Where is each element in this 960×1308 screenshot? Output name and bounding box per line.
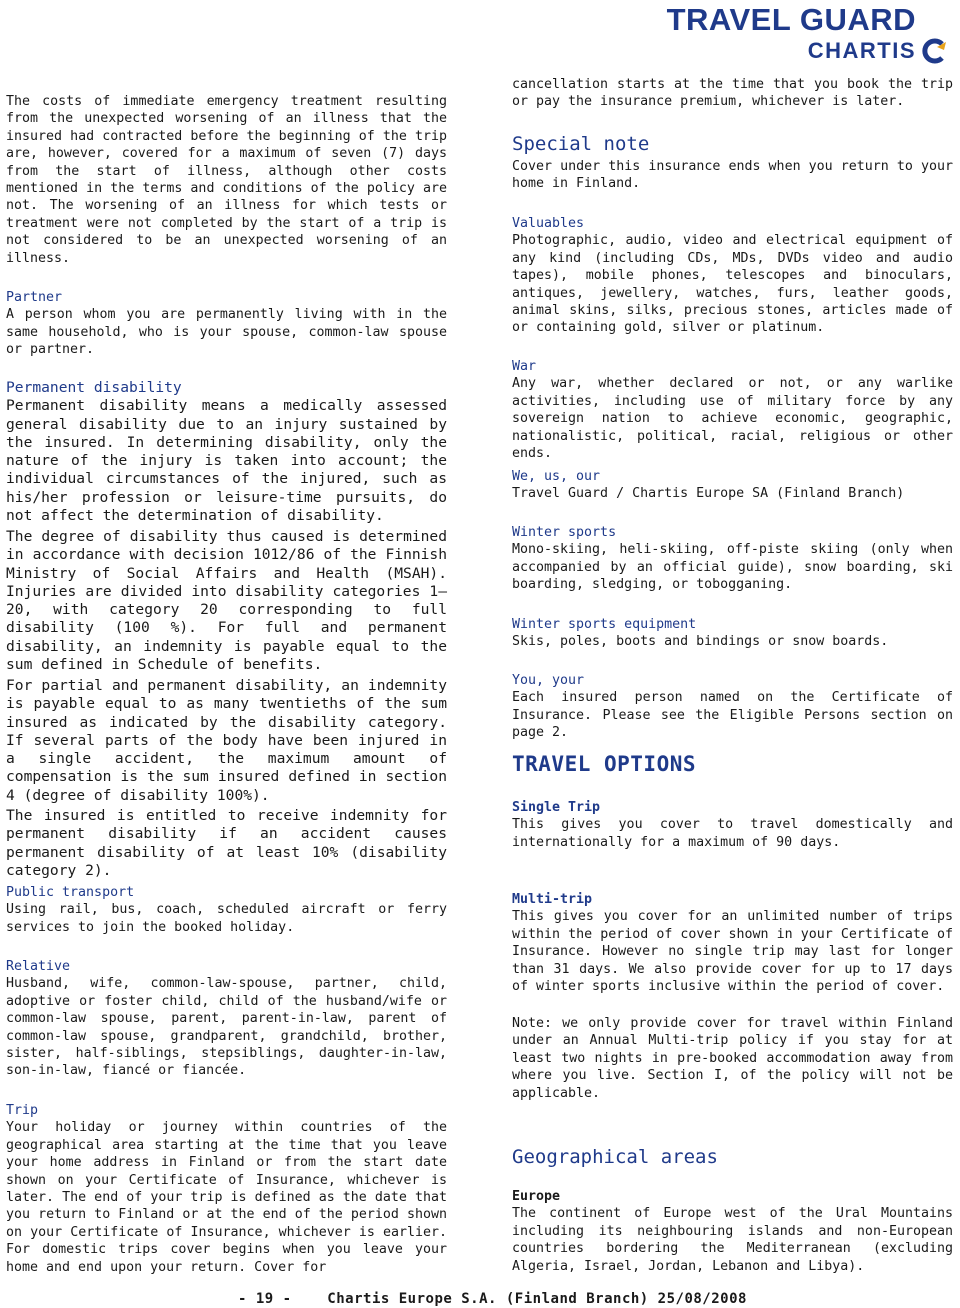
entitlement-paragraph: The insured is entitled to receive indemnity for permanent disability if an accident causes permanent disability of at least 10% (disability category 2).	[6, 807, 447, 879]
single-trip-title: Single Trip	[512, 800, 601, 815]
europe-title: Europe	[512, 1189, 561, 1204]
winter-equipment-definition	[512, 616, 953, 651]
partner-definition	[6, 289, 447, 359]
public-transport-definition	[6, 884, 447, 936]
geographical-areas-heading: Geographical areas	[512, 1146, 718, 1168]
special-note-text: Cover under this insurance ends when you return to your home in Finland.	[512, 159, 953, 192]
partner-term: Partner	[6, 290, 63, 305]
europe-section	[512, 1188, 953, 1275]
logo-line-1: TRAVEL GUARD	[666, 2, 916, 37]
you-your-definition	[512, 672, 953, 742]
partial-disability-paragraph: For partial and permanent disability, an indemnity is payable equal to as many twentieths of the sum insured as indicated by the disability category. If several parts of the body have been injured in a single accident, the maximum amount of compensation is the sum insured defined in section 4 (degree of disability 100%).	[6, 677, 447, 804]
public-transport-text: Using rail, bus, coach, scheduled aircraft or ferry services to join the booked holiday.	[6, 902, 447, 935]
valuables-text: Photographic, audio, video and electrical equipment of any kind (including CDs, MDs, DVDs video and audio tapes), mobile phones, telescopes and binoculars, antiques, jewellery, watches, furs, leather goods, animal skins, silks, precious stones, articles made of or containing gold, silver or platinum.	[512, 233, 953, 336]
war-definition	[512, 358, 953, 462]
travel-options-heading: TRAVEL OPTIONS	[512, 752, 697, 776]
single-trip-text: This gives you cover to travel domestically and internationally for a maximum of 90 days.	[512, 817, 953, 850]
trip-text: Your holiday or journey within countries of the geographical area starting at the time that you leave your home address in Finland or from the start date shown on your Certificate of Insurance, whichever is later. The end of your trip is defined as the date that you return to Finland or at the end of the period shown on your Certificate of Insurance, whichever is earlier. For domestic trips cover begins when you leave your home and end upon your return. Cover for	[6, 1120, 447, 1275]
relative-text: Husband, wife, common-law-spouse, partner, child, adoptive or foster child, child of the husband/wife or common-law spouse, parent, parent-in-law, parent of common-law spouse, grandparent, grandchild, brother, sister, half-siblings, stepsiblings, daughter-in-law, son-in-law, fiancé or fiancée.	[6, 976, 447, 1079]
disability-degree-paragraph: The degree of disability thus caused is determined in accordance with decision 1012/86 of the Finnish Ministry of Social Affairs and Health (MSAH). Injuries are divided into disability categories 1—20, with category 20 corresponding to full disability (100 %). For full and permanent disability, an indemnity is payable equal to the sum defined in Schedule of benefits.	[6, 528, 447, 674]
special-note-heading: Special note	[512, 133, 650, 155]
winter-sports-text: Mono-skiing, heli-skiing, off-piste skiing (only when accompanied by an official guide), snow boarding, ski boarding, sledging, or tobogganing.	[512, 542, 953, 593]
trip-term: Trip	[6, 1103, 39, 1118]
trip-definition	[6, 1102, 447, 1276]
multi-trip-section	[512, 891, 953, 995]
you-your-text: Each insured person named on the Certificate of Insurance. Please see the Eligible Persons section on page 2.	[512, 690, 953, 741]
single-trip-section	[512, 799, 953, 851]
multi-trip-title: Multi-trip	[512, 892, 593, 907]
we-us-our-definition	[512, 468, 953, 503]
you-your-term: You, your	[512, 673, 585, 688]
partner-text: A person whom you are permanently living with in the same household, who is your spouse, common-law spouse or partner.	[6, 307, 447, 358]
illness-paragraph: The costs of immediate emergency treatment resulting from the unexpected worsening of an illness that the insured had contracted before the beginning of the trip are, however, covered for a maximum of seven (7) days from the start of illness, although other costs mentioned in the terms and conditions of the policy are not. The worsening of an illness for which tests or treatment were not completed by the start of a trip is not considered to be an unexpected worsening of an illness.	[6, 94, 447, 266]
relative-definition	[6, 958, 447, 1080]
europe-text: The continent of Europe west of the Ural Mountains including its neighbouring islands and non-European countries bordering the Mediterranean (excluding Algeria, Israel, Jordan, Lebanon and Libya).	[512, 1206, 953, 1274]
winter-sports-term: Winter sports	[512, 525, 617, 540]
winter-equipment-term: Winter sports equipment	[512, 617, 697, 632]
note-paragraph: Note: we only provide cover for travel within Finland under an Annual Multi-trip policy if you stay for at least two nights in pre-booked accommodation away from where you live. Section I, of the policy will not be applicable.	[512, 1016, 953, 1101]
logo-line-2: CHARTIS	[807, 38, 916, 63]
multi-trip-text: This gives you cover for an unlimited number of trips within the period of cover shown in your Certificate of Insurance. However no single trip may last for longer than 31 days. We also provide cover for up to 17 days of winter sports inclusive within the period of cover.	[512, 909, 953, 995]
permanent-disability-definition	[6, 379, 447, 525]
winter-equipment-text: Skis, poles, boots and bindings or snow boards.	[512, 634, 889, 650]
winter-sports-definition	[512, 524, 953, 594]
page-footer	[238, 1291, 747, 1307]
valuables-definition	[512, 215, 953, 337]
war-text: Any war, whether declared or not, or any warlike activities, including use of military force by any sovereign nation to achieve economic, geographic, nationalistic, political, racial, religious or other ends.	[512, 376, 953, 462]
we-us-our-text: Travel Guard / Chartis Europe SA (Finland Branch)	[512, 486, 905, 502]
travel-guard-logo	[666, 2, 952, 64]
cancellation-continuation: cancellation starts at the time that you book the trip or pay the insurance premium, whichever is later.	[512, 77, 953, 110]
we-us-our-term: We, us, our	[512, 469, 601, 484]
relative-term: Relative	[6, 959, 71, 974]
war-term: War	[512, 359, 537, 374]
permanent-disability-term: Permanent disability	[6, 379, 182, 396]
public-transport-term: Public transport	[6, 885, 135, 900]
valuables-term: Valuables	[512, 216, 585, 231]
chartis-c-icon	[920, 38, 948, 64]
permanent-disability-text: Permanent disability means a medically assessed general disability due to an injury sustained by the insured. In determining disability, only the nature of the injury is taken into account; the individual circumstances of the injured, such as his/her profession or leisure-time pursuits, do not affect the determination of disability.	[6, 397, 447, 525]
footer-company: Chartis Europe S.A. (Finland Branch) 25/08/2008	[327, 1291, 747, 1307]
page-number: - 19 -	[238, 1291, 292, 1307]
